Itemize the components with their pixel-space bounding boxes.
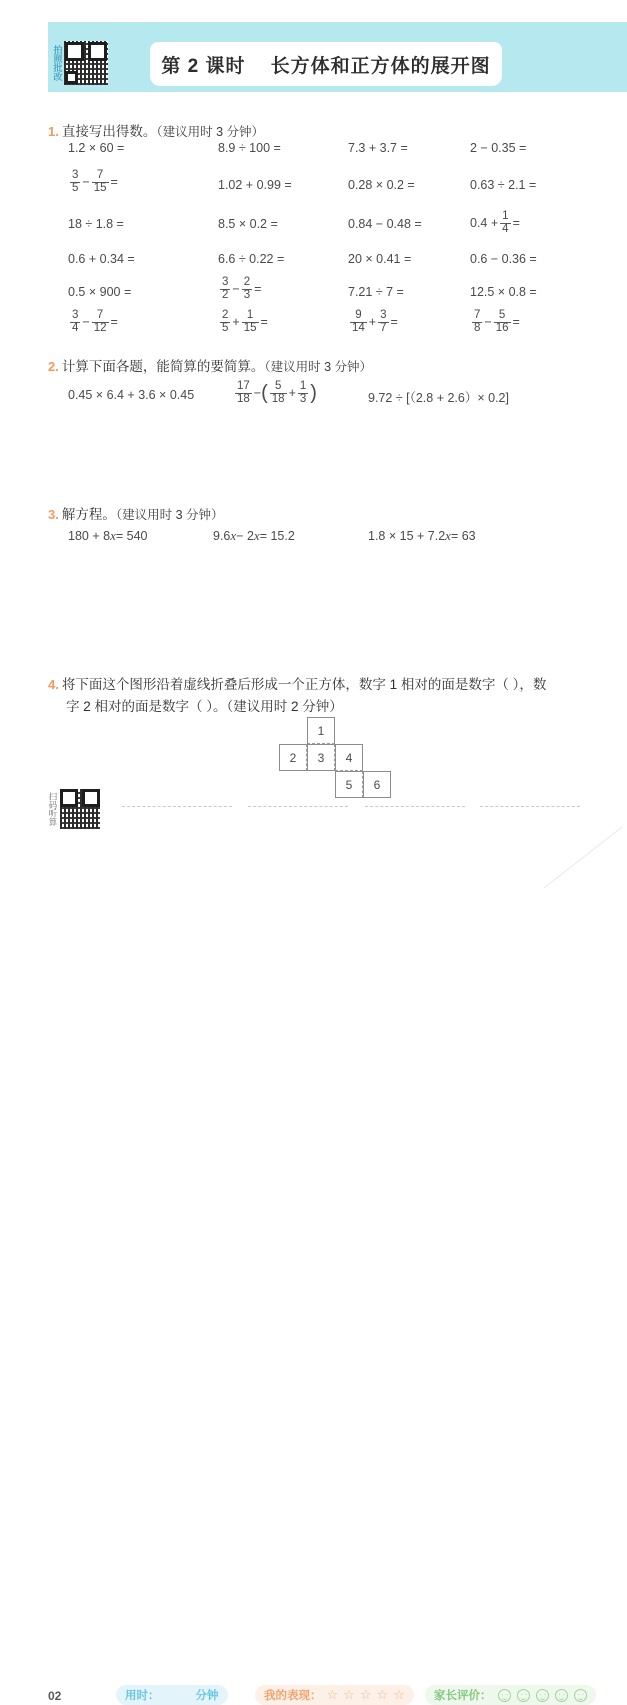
fraction bbox=[70, 310, 80, 334]
fraction-numerator: 3 bbox=[72, 309, 79, 321]
star-icon[interactable]: ☆ bbox=[326, 1687, 339, 1702]
exercise-1-r1c2: 8.9 ÷ 100 = bbox=[218, 141, 281, 155]
fraction bbox=[235, 381, 252, 405]
fraction-numerator: 5 bbox=[274, 380, 282, 392]
fraction-numerator: 2 bbox=[243, 276, 251, 288]
section-2-title: 计算下面各题，能简算的要简算。 bbox=[61, 359, 265, 374]
fraction bbox=[220, 310, 230, 334]
fraction-numerator: 3 bbox=[72, 169, 79, 181]
fraction bbox=[270, 381, 287, 405]
equals-sign: = bbox=[110, 175, 118, 189]
variable-x: x bbox=[445, 528, 451, 543]
answer-line bbox=[480, 806, 580, 807]
net-cell-5: 5 bbox=[335, 771, 363, 798]
right-paren: ) bbox=[310, 381, 317, 404]
fraction bbox=[220, 277, 230, 301]
equation-part: − 2 bbox=[236, 529, 254, 543]
operator: + bbox=[368, 315, 377, 329]
header-white-strip bbox=[0, 0, 500, 22]
exercise-2-item-3: 9.72 ÷ [（2.8 + 2.6）× 0.2] bbox=[368, 391, 509, 405]
leading-term: 0.4 + bbox=[470, 216, 499, 230]
cube-net-diagram bbox=[279, 717, 391, 799]
fraction-denominator: 2 bbox=[222, 288, 229, 301]
fraction bbox=[494, 310, 511, 334]
fraction-denominator: 7 bbox=[380, 321, 387, 334]
fraction bbox=[378, 310, 388, 334]
fraction-numerator: 7 bbox=[474, 309, 481, 321]
exercise-1-r6c4 bbox=[470, 310, 520, 334]
fraction-denominator: 5 bbox=[72, 181, 79, 194]
fraction bbox=[242, 277, 252, 301]
exercise-1-r1c3: 7.3 + 3.7 = bbox=[348, 141, 408, 155]
fraction-denominator: 4 bbox=[72, 321, 79, 334]
photo-correction-label: 拍照批改 bbox=[52, 45, 63, 81]
exercise-3-item-2 bbox=[213, 528, 295, 544]
exercise-2-item-2 bbox=[233, 381, 317, 405]
operator: − bbox=[82, 175, 90, 189]
fraction-numerator: 7 bbox=[96, 169, 104, 181]
listen-calc-qr-badge[interactable] bbox=[48, 788, 126, 830]
exercise-1-r3c1: 18 ÷ 1.8 = bbox=[68, 217, 124, 231]
left-paren: ( bbox=[261, 381, 268, 404]
section-4-title-line2: 字 2 相对的面是数字（ ）。（建议用时 2 分钟） bbox=[66, 699, 343, 714]
time-label: 用时： bbox=[125, 1690, 160, 1702]
fraction bbox=[242, 310, 259, 334]
page-title: 第 2 课时 长方体和正方体的展开图 bbox=[161, 55, 491, 77]
fraction-numerator: 7 bbox=[96, 309, 104, 321]
exercise-1-r1c4: 2 − 0.35 = bbox=[470, 141, 527, 155]
star-icon[interactable]: ☆ bbox=[343, 1687, 355, 1702]
fraction bbox=[298, 381, 308, 405]
smiley-icon[interactable] bbox=[536, 1689, 549, 1702]
exercise-2-item-1: 0.45 × 6.4 + 3.6 × 0.45 bbox=[68, 388, 195, 402]
parent-label: 家长评价： bbox=[434, 1690, 492, 1702]
net-cell-1: 1 bbox=[307, 717, 335, 744]
page-number: 02 bbox=[48, 1689, 62, 1703]
exercise-1-r6c3 bbox=[348, 310, 398, 334]
fraction bbox=[92, 170, 109, 194]
fraction bbox=[350, 310, 367, 334]
variable-x: x bbox=[253, 528, 260, 543]
section-1-hint: （建议用时 3 分钟） bbox=[156, 125, 264, 139]
equals-sign: = bbox=[110, 315, 118, 329]
exercise-3-item-3 bbox=[368, 528, 476, 544]
section-3-heading bbox=[48, 503, 224, 523]
section-2-heading bbox=[48, 355, 372, 375]
net-cell-3: 3 bbox=[307, 744, 335, 771]
equation-part: = 540 bbox=[115, 529, 148, 543]
fraction-numerator: 2 bbox=[222, 309, 229, 321]
exercise-1-r1c1: 1.2 × 60 = bbox=[68, 141, 125, 155]
qr-code-icon[interactable] bbox=[60, 789, 100, 829]
variable-x: x bbox=[230, 528, 237, 543]
answer-line bbox=[122, 806, 232, 807]
exercise-1-r4c3: 20 × 0.41 = bbox=[348, 252, 412, 266]
listen-calc-label: 扫码听算 bbox=[47, 792, 58, 826]
exercise-1-r4c1: 0.6 + 0.34 = bbox=[68, 252, 135, 266]
exercise-1-r3c4 bbox=[470, 211, 520, 235]
section-4-heading-line2 bbox=[66, 695, 343, 715]
fraction bbox=[472, 310, 482, 334]
operator: − bbox=[253, 386, 262, 400]
operator: + bbox=[232, 315, 240, 329]
variable-x: x bbox=[110, 528, 116, 543]
photo-correction-qr-badge[interactable] bbox=[52, 40, 144, 86]
fraction-numerator: 5 bbox=[498, 309, 506, 321]
equation-part: = 63 bbox=[450, 529, 476, 543]
time-spent-field[interactable] bbox=[116, 1685, 228, 1705]
exercise-1-r3c3: 0.84 − 0.48 = bbox=[348, 217, 422, 231]
fraction-numerator: 17 bbox=[237, 380, 250, 392]
fraction bbox=[92, 310, 109, 334]
exercise-1-r5c4: 12.5 × 0.8 = bbox=[470, 285, 537, 299]
section-3-hint: （建议用时 3 分钟） bbox=[115, 508, 224, 522]
star-icon[interactable]: ☆ bbox=[376, 1687, 389, 1702]
time-unit: 分钟 bbox=[195, 1690, 219, 1702]
equals-sign: = bbox=[260, 315, 268, 329]
fraction-numerator: 3 bbox=[222, 276, 229, 288]
parent-evaluation-rating[interactable] bbox=[425, 1685, 596, 1705]
section-2-hint: （建议用时 3 分钟） bbox=[264, 360, 372, 374]
fraction-numerator: 1 bbox=[246, 309, 254, 321]
smiley-icon[interactable] bbox=[517, 1689, 530, 1702]
exercise-1-r2c2: 1.02 + 0.99 = bbox=[218, 178, 292, 192]
equation-part: 180 + 8 bbox=[68, 529, 111, 543]
exercise-1-r5c3: 7.21 ÷ 7 = bbox=[348, 285, 404, 299]
fraction-denominator: 4 bbox=[502, 222, 509, 235]
net-cell-4: 4 bbox=[335, 744, 363, 771]
equals-sign: = bbox=[512, 216, 520, 230]
performance-label: 我的表现： bbox=[264, 1690, 322, 1702]
fraction-denominator: 14 bbox=[352, 321, 365, 334]
lesson-title-plate bbox=[150, 42, 502, 86]
equals-sign: = bbox=[390, 315, 398, 329]
operator: − bbox=[82, 315, 90, 329]
fraction-numerator: 1 bbox=[502, 210, 509, 222]
page-corner-decoration bbox=[543, 826, 622, 888]
equation-part: 1.8 × 15 + 7.2 bbox=[368, 529, 446, 543]
exercise-3-item-1 bbox=[68, 528, 147, 544]
fraction-numerator: 1 bbox=[299, 380, 307, 392]
answer-line bbox=[365, 806, 465, 807]
section-1-heading bbox=[48, 120, 264, 140]
qr-code-icon[interactable] bbox=[64, 41, 108, 85]
exercise-1-r5c1: 0.5 × 900 = bbox=[68, 285, 132, 299]
equals-sign: = bbox=[512, 315, 520, 329]
fraction-denominator: 15 bbox=[93, 181, 107, 194]
exercise-1-r4c2: 6.6 ÷ 0.22 = bbox=[218, 252, 285, 266]
operator: − bbox=[484, 315, 492, 329]
smiley-icon[interactable] bbox=[574, 1689, 587, 1702]
star-icon[interactable]: ☆ bbox=[359, 1687, 372, 1702]
fraction-denominator: 3 bbox=[243, 288, 251, 301]
exercise-1-r6c2 bbox=[218, 310, 268, 334]
self-performance-rating[interactable] bbox=[255, 1685, 414, 1705]
section-1-title: 直接写出得数。 bbox=[61, 124, 157, 139]
net-cell-2: 2 bbox=[279, 744, 307, 771]
exercise-1-r5c2 bbox=[218, 277, 261, 301]
section-1-number: 1. bbox=[48, 124, 59, 139]
fraction-denominator: 18 bbox=[271, 392, 285, 405]
page-footer bbox=[0, 840, 627, 1703]
smiley-icon[interactable] bbox=[555, 1689, 568, 1702]
answer-line bbox=[248, 806, 348, 807]
section-4-heading-line1 bbox=[48, 673, 546, 693]
exercise-1-r3c2: 8.5 × 0.2 = bbox=[218, 217, 278, 231]
fraction-denominator: 18 bbox=[237, 392, 250, 405]
section-2-number: 2. bbox=[48, 359, 59, 374]
section-4-number: 4. bbox=[48, 677, 59, 692]
exercise-1-r4c4: 0.6 − 0.36 = bbox=[470, 252, 537, 266]
fraction-denominator: 12 bbox=[93, 321, 107, 334]
section-4-title-line1: 将下面这个图形沿着虚线折叠后形成一个正方体，数字 1 相对的面是数字（ ），数 bbox=[61, 677, 547, 692]
smiley-icon[interactable] bbox=[498, 1689, 511, 1702]
fraction-denominator: 5 bbox=[222, 321, 229, 334]
fraction-denominator: 16 bbox=[495, 321, 509, 334]
fraction bbox=[70, 170, 80, 194]
fraction-numerator: 9 bbox=[355, 309, 362, 321]
equation-part: = 15.2 bbox=[259, 529, 295, 543]
operator: − bbox=[232, 282, 240, 296]
exercise-1-r2c1 bbox=[68, 170, 118, 194]
fraction-denominator: 8 bbox=[474, 321, 481, 334]
net-cell-6: 6 bbox=[363, 771, 391, 798]
exercise-1-r2c4: 0.63 ÷ 2.1 = bbox=[470, 178, 537, 192]
section-3-number: 3. bbox=[48, 507, 59, 522]
fraction-denominator: 3 bbox=[299, 392, 307, 405]
fraction bbox=[500, 211, 510, 235]
fraction-denominator: 15 bbox=[243, 321, 257, 334]
exercise-1-r6c1 bbox=[68, 310, 118, 334]
star-icon[interactable]: ☆ bbox=[393, 1687, 405, 1702]
fraction-numerator: 3 bbox=[380, 309, 387, 321]
operator: + bbox=[288, 386, 296, 400]
section-3-title: 解方程。 bbox=[61, 507, 116, 522]
exercise-1-r2c3: 0.28 × 0.2 = bbox=[348, 178, 415, 192]
equals-sign: = bbox=[254, 282, 262, 296]
equation-part: 9.6 bbox=[213, 529, 231, 543]
